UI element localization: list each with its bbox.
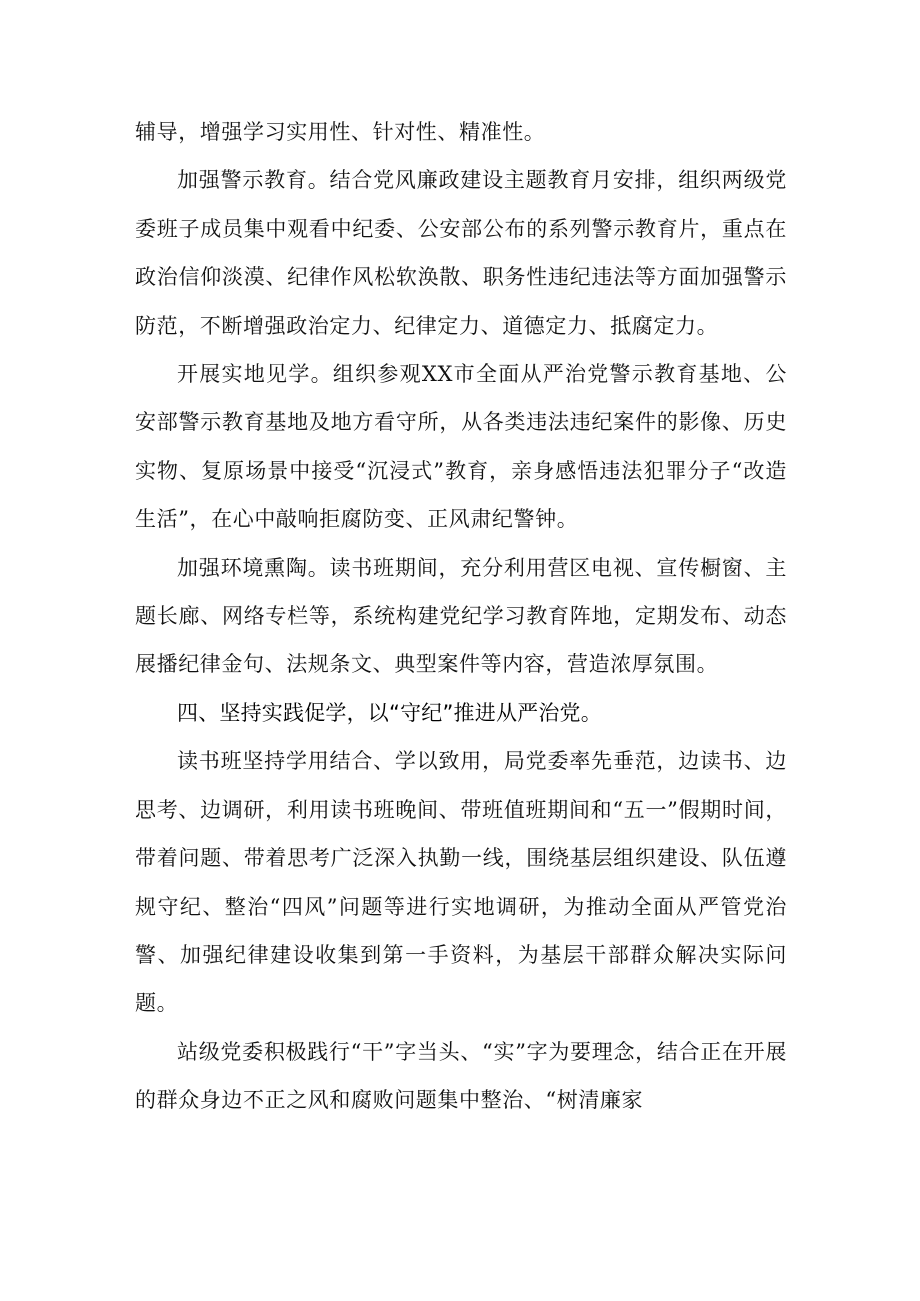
paragraph-environment: 加强环境熏陶。读书班期间，充分利用营区电视、宣传橱窗、主题长廊、网络专栏等，系统构建党纪学习教育阵地，定期发布、动态展播纪律金句、法规条文、典型案件等内容，营造浓厚氛围。 <box>135 555 787 677</box>
paragraph-field-visit: 开展实地见学。组织参观XX市全面从严治党警示教育基地、公安部警示教育基地及地方看守所，从各类违法违纪案件的影像、历史实物、复原场景中接受“沉浸式”教育，亲身感悟违法犯罪分子“改造生活”，在心中敲响拒腐防变、正风肃纪警钟。 <box>135 362 787 532</box>
document-body <box>135 108 787 1125</box>
paragraph-station-committee: 站级党委积极践行“干”字当头、“实”字为要理念，结合正在开展的群众身边不正之风和腐败问题集中整治、“树清廉家 <box>135 1039 787 1113</box>
paragraph-practice-study: 读书班坚持学用结合、学以致用，局党委率先垂范，边读书、边思考、边调研，利用读书班晚间、带班值班期间和“五一”假期时间，带着问题、带着思考广泛深入执勤一线，围绕基层组织建设、队伍遵规守纪、整治“四风”问题等进行实地调研，为推动全面从严管党治警、加强纪律建设收集到第一手资料，为基层干部群众解决实际问题。 <box>135 749 787 1016</box>
paragraph-continued: 辅导，增强学习实用性、针对性、精准性。 <box>135 120 546 144</box>
section-heading: 四、坚持实践促学，以“守纪”推进从严治党。 <box>177 700 602 725</box>
paragraph-warning-education: 加强警示教育。结合党风廉政建设主题教育月安排，组织两级党委班子成员集中观看中纪委、公安部公布的系列警示教育片，重点在政治信仰淡漠、纪律作风松软涣散、职务性违纪违法等方面加强警示防范，不断增强政治定力、纪律定力、道德定力、抵腐定力。 <box>135 168 787 338</box>
